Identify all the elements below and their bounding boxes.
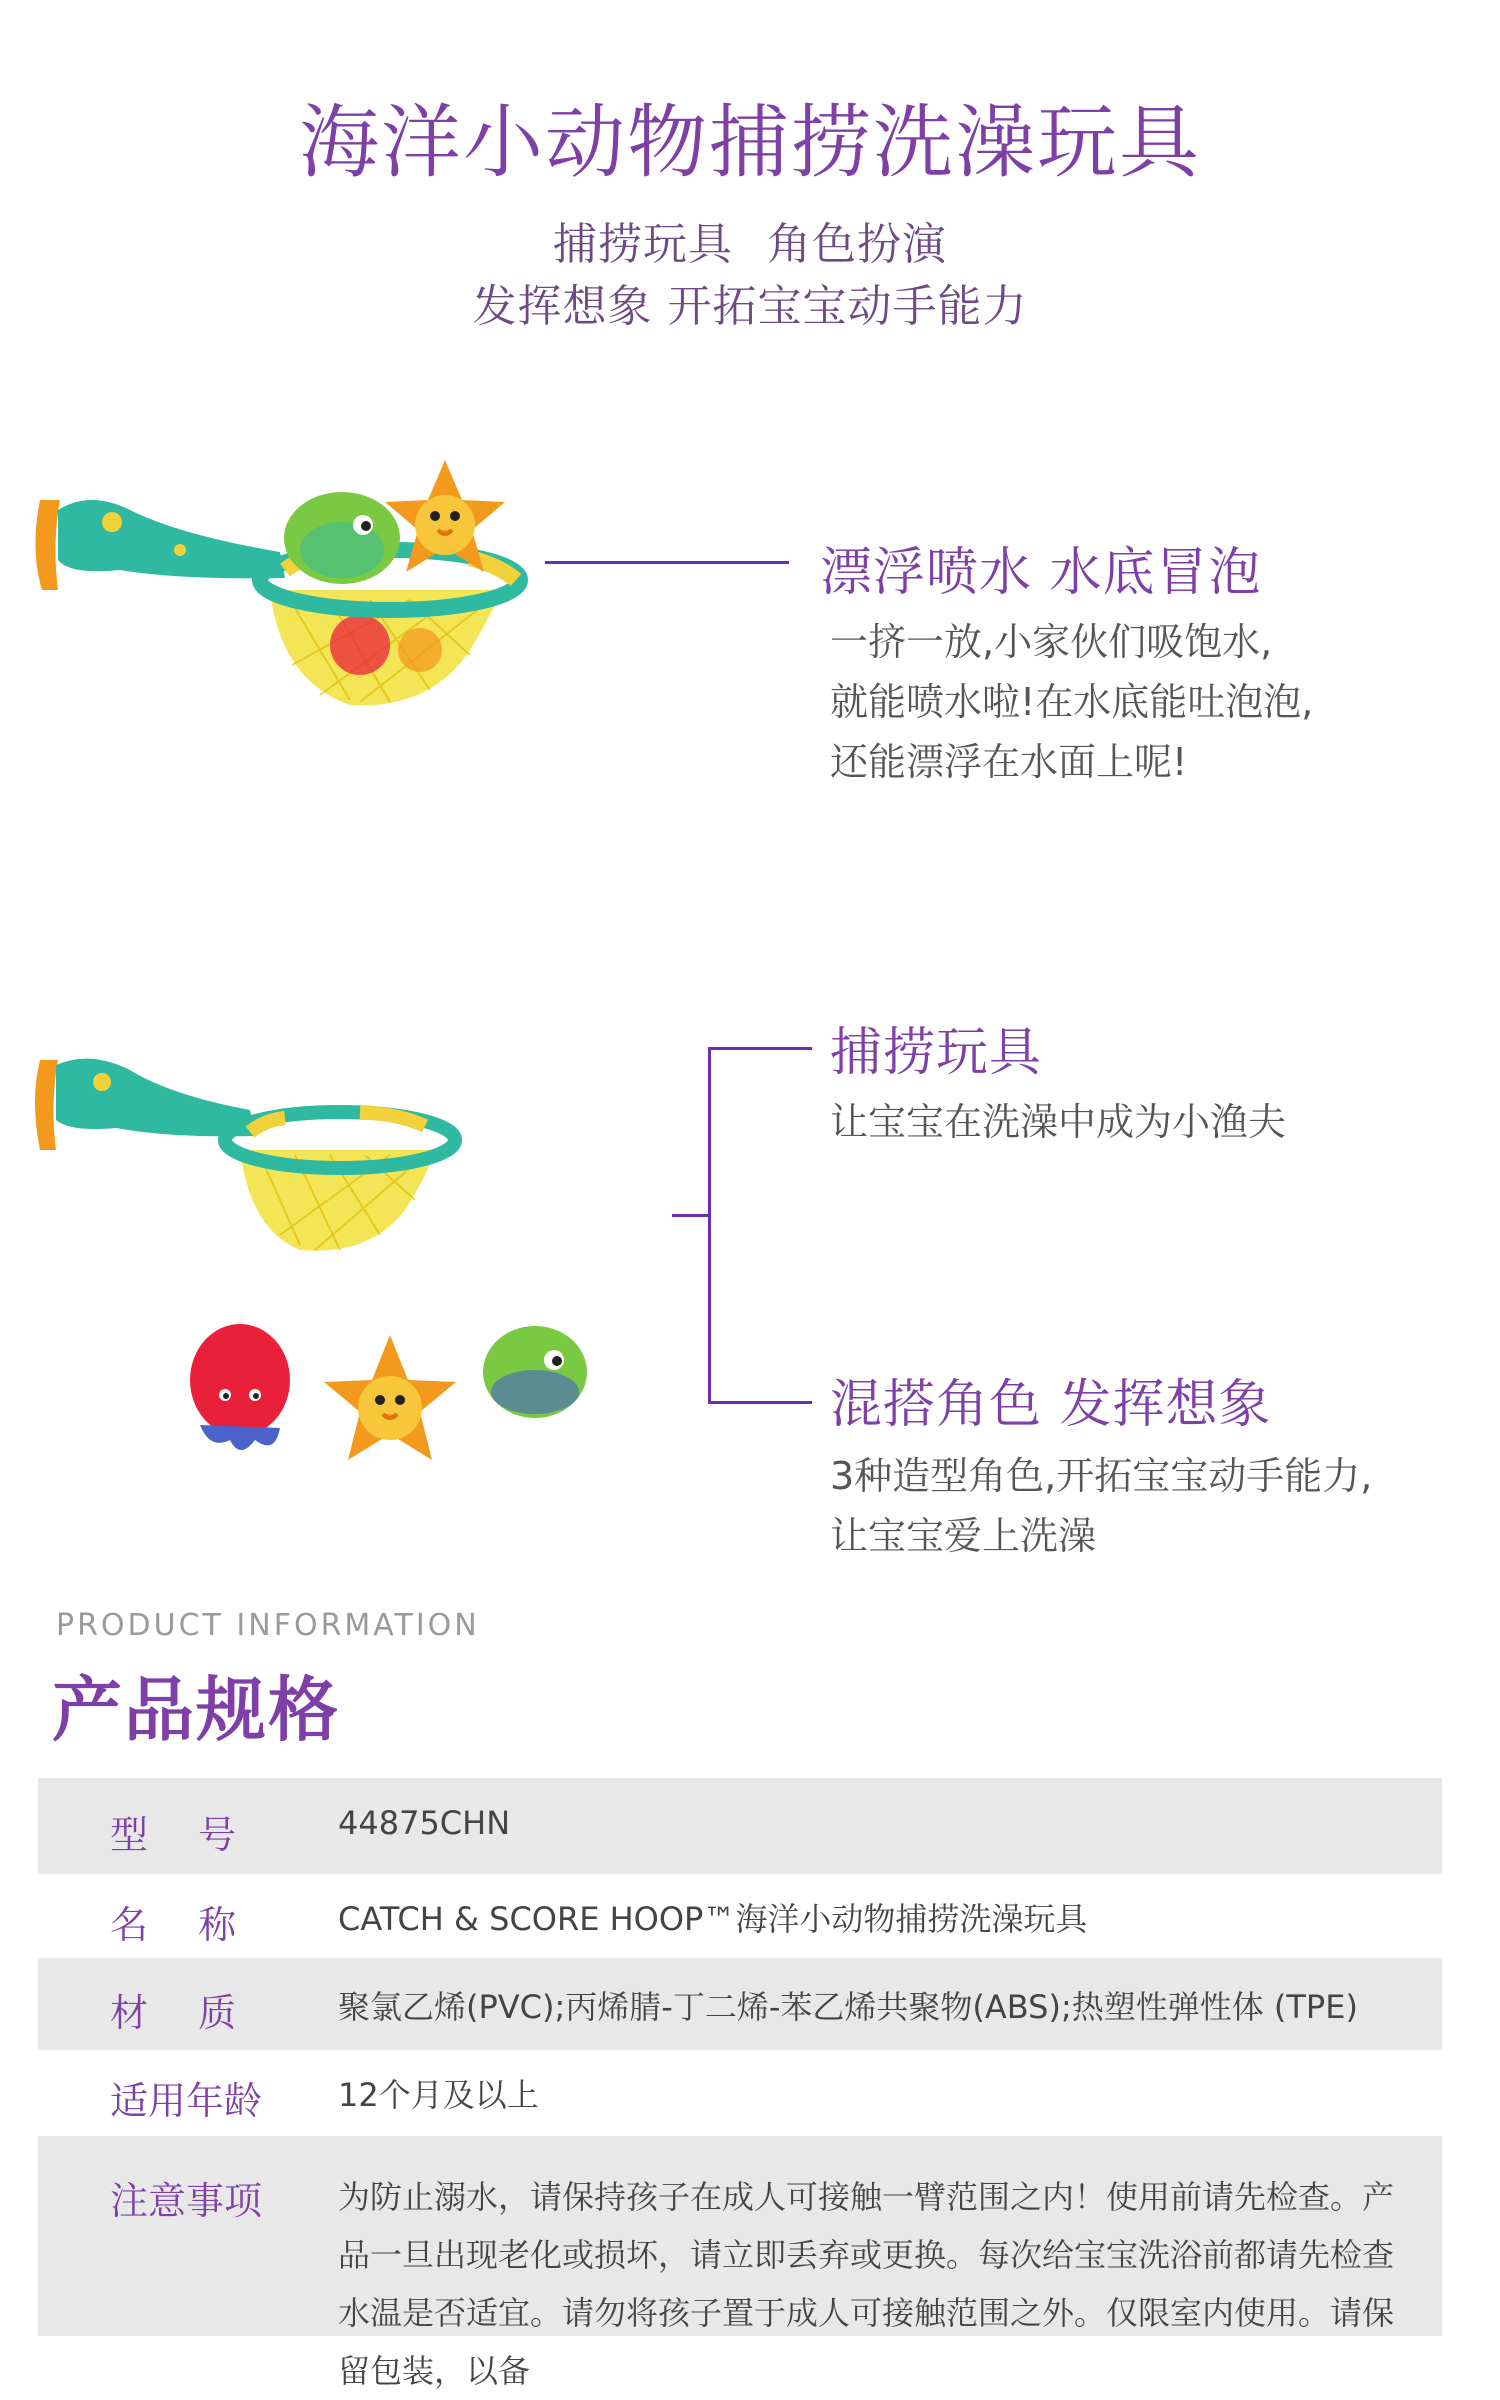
spec-heading: 产品规格 xyxy=(52,1669,340,1751)
bracket-stem-line xyxy=(672,1214,710,1217)
subtitle-catch: 捕捞玩具 xyxy=(553,219,733,270)
feature-title-float-spray: 漂浮喷水 水底冒泡 xyxy=(820,543,1262,603)
spec-label: 名 称 xyxy=(110,1903,237,1947)
spec-label: 适用年龄 xyxy=(110,2079,263,2123)
feature-desc-line: 还能漂浮在水面上呢! xyxy=(830,740,1188,784)
feature-desc-line: 让宝宝爱上洗澡 xyxy=(830,1514,1097,1558)
spec-row-material xyxy=(38,1958,1442,2050)
spec-label: 材 质 xyxy=(110,1991,237,2035)
spec-value: CATCH & SCORE HOOP™海洋小动物捕捞洗澡玩具 xyxy=(338,1900,1088,1938)
feature-desc-line: 就能喷水啦!在水底能吐泡泡, xyxy=(830,680,1314,724)
bracket-top-line xyxy=(708,1047,812,1050)
feature-desc-float-spray xyxy=(830,612,1313,792)
spec-row-age xyxy=(38,2050,1442,2136)
spec-value: 聚氯乙烯(PVC);丙烯腈-丁二烯-苯乙烯共聚物(ABS);热塑性弹性体 (TPE) xyxy=(338,1988,1358,2026)
feature-desc-catch-toy xyxy=(830,1092,1286,1152)
spec-table xyxy=(38,1778,1442,2390)
feature-desc-line: 3种造型角色,开拓宝宝动手能力, xyxy=(830,1454,1373,1498)
connector-line-1 xyxy=(545,561,789,564)
spec-value: 12个月及以上 xyxy=(338,2076,539,2114)
spec-value: 44875CHN xyxy=(338,1804,511,1842)
toy-net-with-animals-image xyxy=(30,440,550,740)
feature-desc-mix-roles xyxy=(830,1446,1372,1566)
bracket-vertical-line xyxy=(708,1047,711,1404)
spec-row-name xyxy=(38,1874,1442,1958)
spec-label: 注意事项 xyxy=(110,2179,263,2223)
subtitle-line-2: 发挥想象 开拓宝宝动手能力 xyxy=(472,281,1028,332)
spec-value: 为防止溺水，请保持孩子在成人可接触一臂范围之内！使用前请先检查。产品一旦出现老化或损坏，请立即丢弃或更换。每次给宝宝洗浴前都请先检查水温是否适宜。请勿将孩子置于成人可接触范围之外。仅限室内使用。请保留包装，以备 xyxy=(338,2178,1395,2390)
feature-desc-line: 让宝宝在洗澡中成为小渔夫 xyxy=(830,1100,1287,1144)
feature-title-mix-roles: 混搭角色 发挥想象 xyxy=(830,1375,1272,1435)
feature-desc-line: 一挤一放,小家伙们吸饱水, xyxy=(830,620,1273,664)
feature-title-catch-toy: 捕捞玩具 xyxy=(830,1023,1043,1083)
subtitle-roleplay: 角色扮演 xyxy=(767,219,947,270)
toy-characters-image xyxy=(180,1310,600,1490)
spec-label: 型 号 xyxy=(110,1813,237,1857)
bracket-bottom-line xyxy=(708,1401,812,1404)
spec-row-caution xyxy=(38,2136,1442,2390)
toy-empty-net-image xyxy=(30,1040,470,1270)
page-title: 海洋小动物捕捞洗澡玩具 xyxy=(299,96,1201,189)
spec-row-model xyxy=(38,1778,1442,1874)
subtitle-line-1 xyxy=(0,208,1500,272)
section-eyebrow: PRODUCT INFORMATION xyxy=(56,1608,480,1643)
